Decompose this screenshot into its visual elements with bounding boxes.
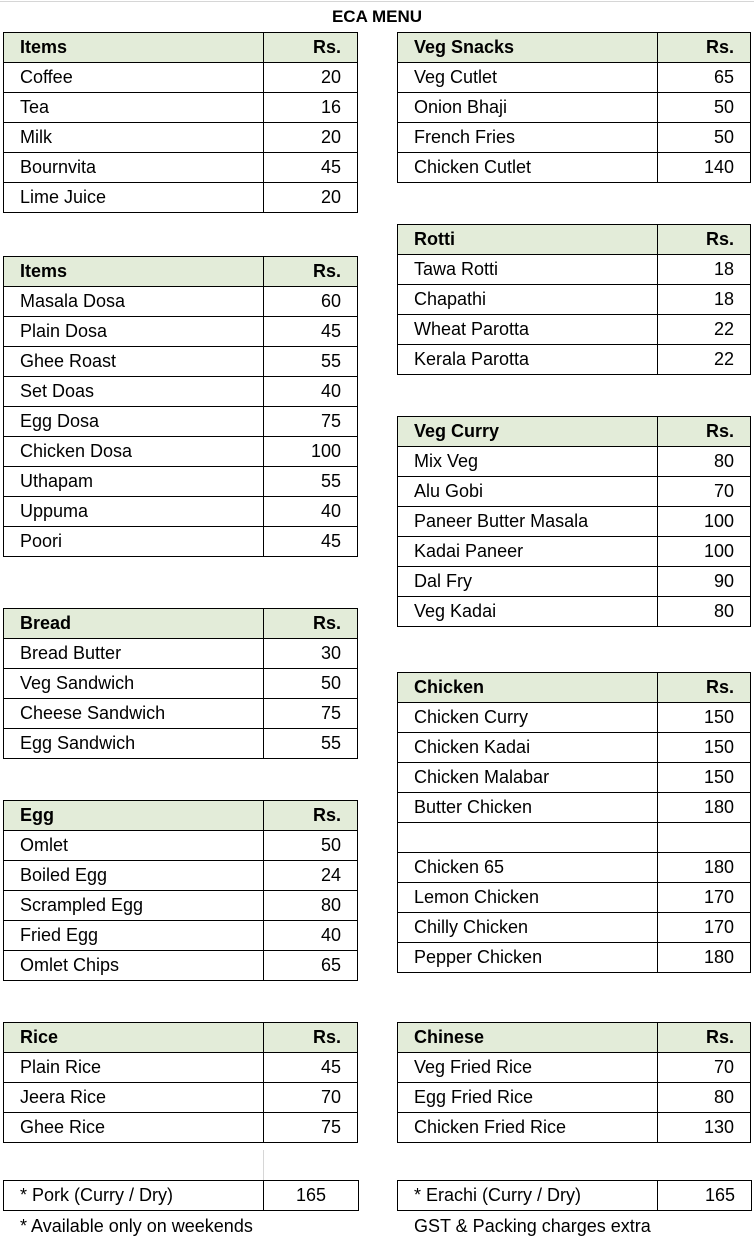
menu-item-row [4, 123, 358, 153]
item-name: Bournvita [4, 153, 264, 183]
section-title: Bread [4, 609, 264, 639]
item-price: 30 [264, 639, 358, 669]
menu-table-chicken [397, 672, 751, 973]
special-item-right [397, 1180, 752, 1211]
menu-item-row [398, 153, 751, 183]
item-name: Milk [4, 123, 264, 153]
menu-item-row [4, 153, 358, 183]
item-name: Dal Fry [398, 567, 658, 597]
item-price: 55 [264, 347, 358, 377]
menu-item-row [4, 63, 358, 93]
item-name: Scrampled Egg [4, 891, 264, 921]
item-name: Cheese Sandwich [4, 699, 264, 729]
menu-item-row [398, 793, 751, 823]
item-price: 40 [264, 921, 358, 951]
item-name: Poori [4, 527, 264, 557]
item-price: 65 [264, 951, 358, 981]
item-name: Ghee Rice [4, 1113, 264, 1143]
item-name: Chicken Malabar [398, 763, 658, 793]
weekend-note: * Available only on weekends [20, 1216, 253, 1236]
item-name: Lime Juice [4, 183, 264, 213]
price-column-header: Rs. [264, 1023, 358, 1053]
item-name: Masala Dosa [4, 287, 264, 317]
item-name: Egg Fried Rice [398, 1083, 658, 1113]
item-name: Chicken Kadai [398, 733, 658, 763]
item-name: Kadai Paneer [398, 537, 658, 567]
menu-item-row [398, 63, 751, 93]
item-price: 150 [658, 733, 751, 763]
menu-table-egg [3, 800, 358, 981]
item-price: 180 [658, 793, 751, 823]
menu-item-row [398, 255, 751, 285]
item-price: 170 [658, 913, 751, 943]
special-item-left [3, 1180, 359, 1211]
menu-item-row [398, 763, 751, 793]
item-price: 70 [658, 477, 751, 507]
item-price: 50 [264, 831, 358, 861]
section-title: Egg [4, 801, 264, 831]
menu-item-row [4, 729, 358, 759]
item-name: Omlet [4, 831, 264, 861]
item-name: Butter Chicken [398, 793, 658, 823]
menu-item-row [398, 285, 751, 315]
price-column-header: Rs. [658, 673, 751, 703]
item-price: 45 [264, 1053, 358, 1083]
item-price: 140 [658, 153, 751, 183]
menu-item-row [398, 567, 751, 597]
item-price: 70 [264, 1083, 358, 1113]
item-name: Onion Bhaji [398, 93, 658, 123]
item-name: Lemon Chicken [398, 883, 658, 913]
table-header [4, 33, 358, 63]
table-header [398, 673, 751, 703]
section-title: Rotti [398, 225, 658, 255]
menu-item-row [398, 537, 751, 567]
item-name: Chicken Fried Rice [398, 1113, 658, 1143]
item-name: Uthapam [4, 467, 264, 497]
menu-table-items-beverages [3, 32, 358, 213]
item-name: Chapathi [398, 285, 658, 315]
item-price: 75 [264, 699, 358, 729]
item-price: 100 [264, 437, 358, 467]
menu-item-row [4, 1113, 358, 1143]
price-column-header: Rs. [658, 33, 751, 63]
table-header [4, 609, 358, 639]
item-price: 80 [658, 597, 751, 627]
menu-item-row [398, 507, 751, 537]
item-name: Boiled Egg [4, 861, 264, 891]
item-name: Kerala Parotta [398, 345, 658, 375]
item-price: 75 [264, 1113, 358, 1143]
item-price: 60 [264, 287, 358, 317]
menu-item-row [398, 1083, 751, 1113]
section-title: Chicken [398, 673, 658, 703]
menu-item-row [4, 1083, 358, 1113]
item-name: Omlet Chips [4, 951, 264, 981]
item-price: 75 [264, 407, 358, 437]
item-name: Plain Rice [4, 1053, 264, 1083]
menu-item-row [4, 951, 358, 981]
menu-item-row [398, 315, 751, 345]
item-name: Uppuma [4, 497, 264, 527]
item-name: Chilly Chicken [398, 913, 658, 943]
item-price: 20 [264, 123, 358, 153]
item-name: Alu Gobi [398, 477, 658, 507]
menu-item-row [398, 93, 751, 123]
menu-item-row [398, 733, 751, 763]
item-price: 20 [264, 183, 358, 213]
menu-item-row [4, 497, 358, 527]
menu-item-row [4, 1053, 358, 1083]
item-price: 90 [658, 567, 751, 597]
item-price: 180 [658, 943, 751, 973]
menu-item-row [4, 527, 358, 557]
item-name: Chicken Dosa [4, 437, 264, 467]
item-name: Mix Veg [398, 447, 658, 477]
menu-item-row [4, 891, 358, 921]
section-title: Veg Curry [398, 417, 658, 447]
table-header [398, 1023, 751, 1053]
section-title: Veg Snacks [398, 33, 658, 63]
item-price: 22 [658, 345, 751, 375]
menu-item-row [4, 347, 358, 377]
price-column-header: Rs. [658, 417, 751, 447]
menu-table-bread [3, 608, 358, 759]
special-item-name: * Pork (Curry / Dry) [4, 1181, 264, 1211]
item-name: Plain Dosa [4, 317, 264, 347]
item-name: Set Doas [4, 377, 264, 407]
item-price: 45 [264, 153, 358, 183]
price-column-header: Rs. [264, 33, 358, 63]
item-price: 16 [264, 93, 358, 123]
menu-item-row [398, 913, 751, 943]
table-header [4, 257, 358, 287]
special-item-price: 165 [658, 1181, 752, 1211]
item-price: 24 [264, 861, 358, 891]
item-price: 40 [264, 497, 358, 527]
price-column-header: Rs. [264, 609, 358, 639]
menu-item-row [4, 437, 358, 467]
item-name: Chicken Curry [398, 703, 658, 733]
menu-table-veg-snacks [397, 32, 751, 183]
menu-item-row [4, 699, 358, 729]
item-price: 45 [264, 317, 358, 347]
item-name: French Fries [398, 123, 658, 153]
item-price: 18 [658, 285, 751, 315]
charges-note: GST & Packing charges extra [414, 1216, 651, 1236]
column-divider [263, 1150, 264, 1180]
item-name: Fried Egg [4, 921, 264, 951]
menu-item-row [398, 943, 751, 973]
menu-table-veg-curry [397, 416, 751, 627]
menu-item-row [4, 467, 358, 497]
item-price: 150 [658, 703, 751, 733]
item-price: 100 [658, 507, 751, 537]
item-price: 80 [658, 1083, 751, 1113]
item-price: 150 [658, 763, 751, 793]
item-name: Tawa Rotti [398, 255, 658, 285]
menu-item-row [398, 597, 751, 627]
item-price: 70 [658, 1053, 751, 1083]
item-price: 50 [658, 93, 751, 123]
menu-item-row [4, 639, 358, 669]
menu-table-items-dosa [3, 256, 358, 557]
menu-item-row [4, 287, 358, 317]
menu-item-row [398, 883, 751, 913]
section-title: Chinese [398, 1023, 658, 1053]
item-price: 45 [264, 527, 358, 557]
menu-item-row [398, 477, 751, 507]
item-price [658, 823, 751, 853]
item-name: Ghee Roast [4, 347, 264, 377]
item-price: 50 [264, 669, 358, 699]
item-name: Tea [4, 93, 264, 123]
price-column-header: Rs. [264, 801, 358, 831]
item-price: 100 [658, 537, 751, 567]
menu-table-rotti [397, 224, 751, 375]
item-name: Veg Cutlet [398, 63, 658, 93]
item-price: 20 [264, 63, 358, 93]
item-price: 50 [658, 123, 751, 153]
menu-item-row [398, 1113, 751, 1143]
price-column-header: Rs. [264, 257, 358, 287]
item-name: Chicken Cutlet [398, 153, 658, 183]
section-title: Items [4, 33, 264, 63]
item-price: 170 [658, 883, 751, 913]
menu-item-row [4, 93, 358, 123]
menu-table-rice [3, 1022, 358, 1143]
table-header [398, 225, 751, 255]
item-name: Chicken 65 [398, 853, 658, 883]
menu-table-chinese [397, 1022, 751, 1143]
page-title: ECA MENU [331, 7, 423, 26]
menu-item-row [398, 123, 751, 153]
top-border [0, 1, 754, 2]
item-name [398, 823, 658, 853]
item-name: Veg Sandwich [4, 669, 264, 699]
menu-item-row [398, 703, 751, 733]
item-name: Egg Dosa [4, 407, 264, 437]
menu-item-row [398, 447, 751, 477]
item-name: Jeera Rice [4, 1083, 264, 1113]
item-price: 180 [658, 853, 751, 883]
menu-item-row [4, 831, 358, 861]
item-price: 55 [264, 729, 358, 759]
menu-item-row [4, 407, 358, 437]
special-item-name: * Erachi (Curry / Dry) [398, 1181, 658, 1211]
item-price: 55 [264, 467, 358, 497]
menu-item-row [398, 1053, 751, 1083]
menu-item-row [4, 317, 358, 347]
item-price: 22 [658, 315, 751, 345]
item-name: Bread Butter [4, 639, 264, 669]
item-price: 130 [658, 1113, 751, 1143]
item-price: 18 [658, 255, 751, 285]
menu-item-row [398, 853, 751, 883]
table-header [398, 417, 751, 447]
section-title: Items [4, 257, 264, 287]
price-column-header: Rs. [658, 225, 751, 255]
item-price: 80 [658, 447, 751, 477]
item-name: Wheat Parotta [398, 315, 658, 345]
menu-item-row [4, 183, 358, 213]
price-column-header: Rs. [658, 1023, 751, 1053]
menu-item-row [4, 921, 358, 951]
table-header [4, 1023, 358, 1053]
menu-item-row [4, 861, 358, 891]
menu-item-row [4, 669, 358, 699]
menu-item-row [4, 377, 358, 407]
item-price: 65 [658, 63, 751, 93]
item-price: 40 [264, 377, 358, 407]
menu-item-row [398, 345, 751, 375]
special-item-price: 165 [264, 1181, 359, 1211]
item-name: Veg Kadai [398, 597, 658, 627]
section-title: Rice [4, 1023, 264, 1053]
item-name: Paneer Butter Masala [398, 507, 658, 537]
table-header [4, 801, 358, 831]
item-name: Coffee [4, 63, 264, 93]
item-name: Veg Fried Rice [398, 1053, 658, 1083]
item-name: Pepper Chicken [398, 943, 658, 973]
menu-item-row [398, 823, 751, 853]
item-name: Egg Sandwich [4, 729, 264, 759]
item-price: 80 [264, 891, 358, 921]
table-header [398, 33, 751, 63]
